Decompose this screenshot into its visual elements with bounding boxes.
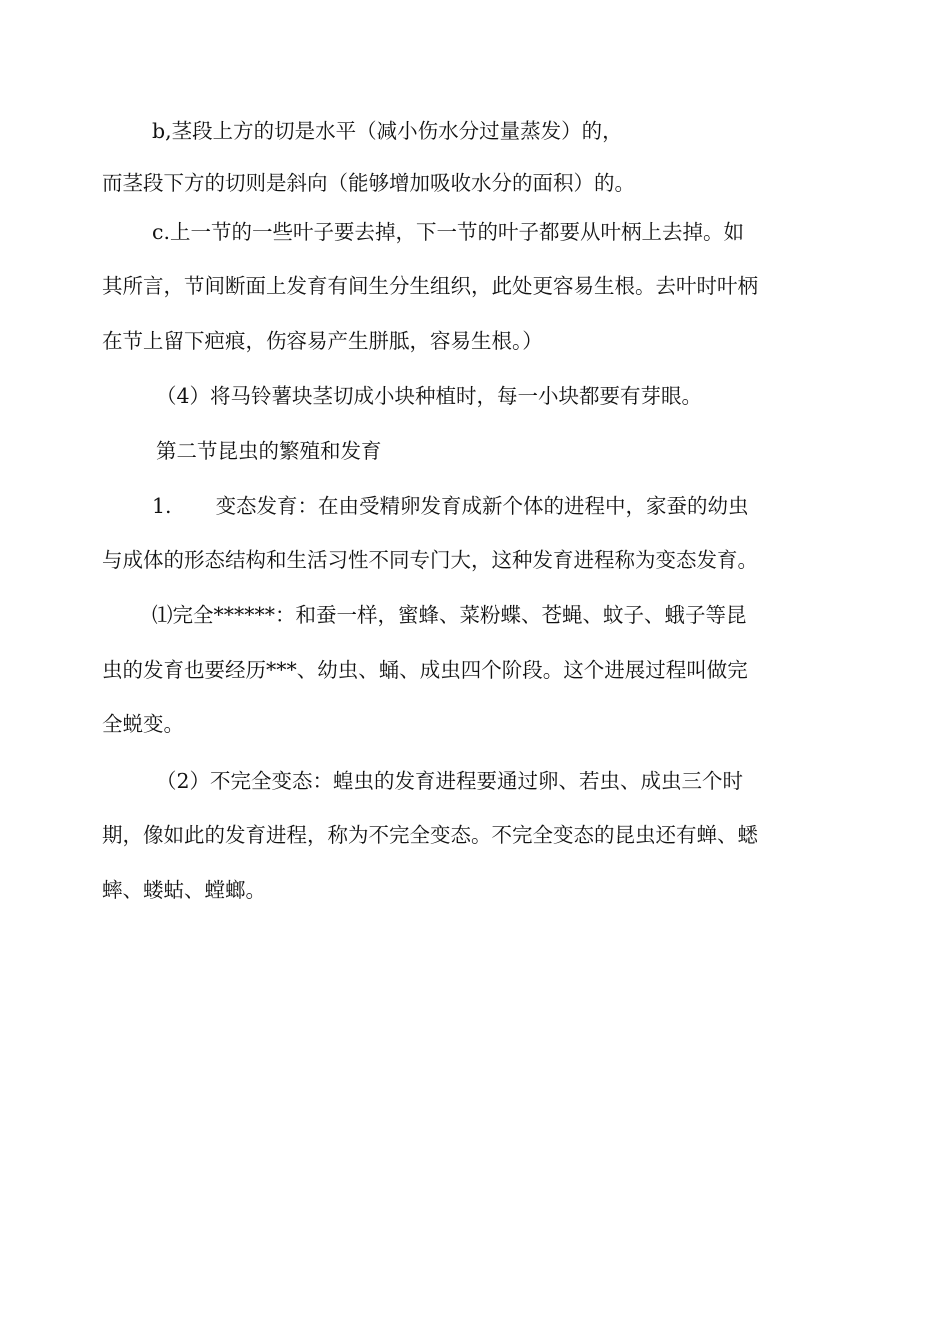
text-line-6: （4）将马铃薯块茎切成小块种植时，每一小块都要有芽眼。 <box>156 384 703 408</box>
text-line-10: ⑴完全******：和蚕一样，蜜蜂、菜粉蝶、苍蝇、蚊子、蛾子等昆 <box>152 603 747 627</box>
text-line-4: 其所言，节间断面上发育有间生分生组织，此处更容易生根。去叶时叶柄 <box>102 274 758 298</box>
text-line-13: （2）不完全变态：蝗虫的发育进程要通过卵、若虫、成虫三个时 <box>156 769 744 793</box>
text-line-14: 期，像如此的发育进程，称为不完全变态。不完全变态的昆虫还有蝉、蟋 <box>102 823 758 847</box>
text-line-8 <box>152 492 912 520</box>
section-heading: 第二节昆虫的繁殖和发育 <box>156 439 382 463</box>
text-line-5: 在节上留下疤痕，伤容易产生胼胝，容易生根。） <box>102 329 543 353</box>
text-line-2: 而茎段下方的切则是斜向（能够增加吸收水分的面积）的。 <box>102 171 635 195</box>
text-line-15: 蟀、蝼蛄、螳螂。 <box>102 878 266 902</box>
list-item-text: 变态发育：在由受精卵发育成新个体的进程中，家蚕的幼虫 <box>215 494 749 518</box>
text-line-12: 全蜕变。 <box>102 712 184 736</box>
text-line-1: b,茎段上方的切是水平（减小伤水分过量蒸发）的， <box>152 119 623 143</box>
list-number: 1. <box>152 494 172 518</box>
text-line-11: 虫的发育也要经历***、幼虫、蛹、成虫四个阶段。这个进展过程叫做完 <box>102 658 748 682</box>
text-line-3: c.上一节的一些叶子要去掉，下一节的叶子都要从叶柄上去掉。如 <box>152 220 744 244</box>
text-line-9: 与成体的形态结构和生活习性不同专门大，这种发育进程称为变态发育。 <box>102 548 758 572</box>
